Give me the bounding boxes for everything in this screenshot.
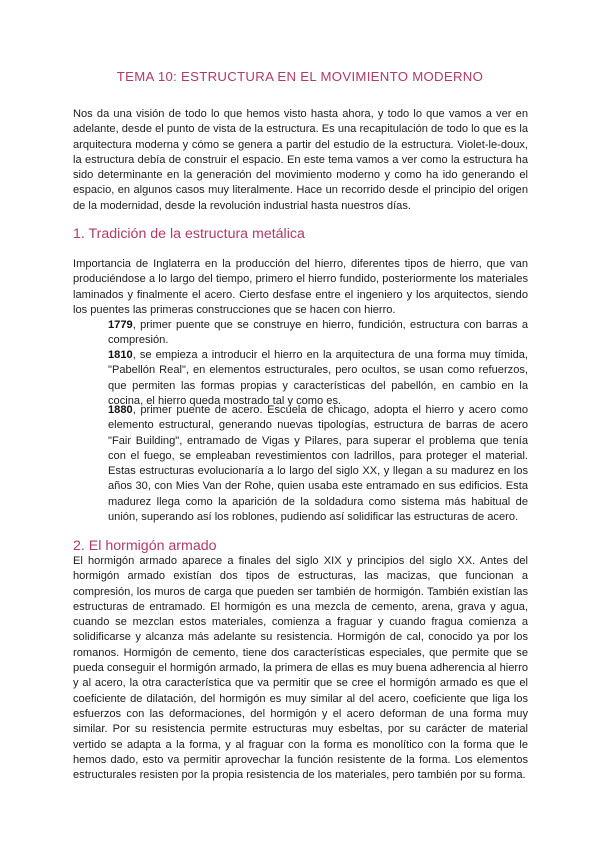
list-item-text: , primer puente de acero. Escuela de chicago, adopta el hierro y acero como elemento estructural, generando nuevas tipologías, estructura de barras de acero "Fair Building", entramado de Vigas y Pilares, para superar el problema que tenía con el fuego, se empleaban revestimientos con ladrillos, para proteger el material. Estas estructuras evolucionaría a lo largo del siglo XX, y llegan a su madurez en los años 30, con Mies Van der Rohe, quien usaba este entramado en sus edificios. Esta madurez llega como la aparición de la soldadura como sistema más habitual de unión, superando así los roblones, pudiendo así solidificar las estructuras de acero. bbox=[108, 404, 528, 524]
intro-paragraph: Nos da una visión de todo lo que hemos visto hasta ahora, y todo lo que vamos a ver en adelante, desde el punto de vista de la estructura. Es una recapitulación de todo lo que es la arquitectura moderna y cómo se genera a partir del estudio de la estructura. Violet-le-doux, la estructura debía de construir el espacio. En este tema vamos a ver como la estructura ha sido determinante en la generación del movimiento moderno y como ha ido generando el espacio, en algunos casos muy literalmente. Hace un recorrido desde el principio del origen de la modernidad, desde la revolución industrial hasta nuestros días. bbox=[73, 108, 528, 212]
section-2-heading: 2. El hormigón armado bbox=[73, 538, 217, 554]
section-1-heading: 1. Tradición de la estructura metálica bbox=[73, 226, 305, 242]
list-item-year: 1779 bbox=[108, 319, 133, 331]
section-2-paragraph: El hormigón armado aparece a finales del siglo XIX y principios del siglo XX. Antes del hormigón armado existían dos tipos de estructuras, las macizas, que funcionan a compresión, los muros de carga que pueden ser también de hormigón. También existían las estructuras de entramado. El hormigón es una mezcla de cemento, arena, grava y agua, cuando se mezclan estos materiales, comienza a fraguar y cuando fragua comienza a solidificarse y alcanza más adelante su resistencia. Hormigón de cal, conocido ya por los romanos. Hormigón de cemento, tiene dos características especiales, que permite que se pueda conseguir el hormigón armado, la primera de ellas es muy buena adherencia al hierro y al acero, la otra característica que va permitir que se cree el hormigón armado es que el coeficiente de dilatación, del hormigón es muy similar al del acero, coeficiente que liga los esfuerzos con las deformaciones, del hormigón y el acero deforman de una forma muy similar. Por su resistencia permite estructuras muy esbeltas, por su carácter de material vertido se adapta a la forma, y al fraguar con la forma es monolítico con la forma que le hemos dado, esto va permitir aprovechar la función resistente de la forma. Los elementos estructurales resisten por la propia resistencia de los materiales, pero también por su forma. bbox=[73, 555, 528, 782]
page-title: TEMA 10: ESTRUCTURA EN EL MOVIMIENTO MODERNO bbox=[116, 69, 484, 84]
list-item-year: 1810 bbox=[108, 349, 133, 361]
list-item-year: 1880 bbox=[108, 404, 133, 416]
section-1-paragraph: Importancia de Inglaterra en la producción del hierro, diferentes tipos de hierro, que van produciéndose a lo largo del tiempo, primero el hierro fundido, posteriormente los materiales laminados y finalmente el acero. Cierto desfase entre el ingeniero y los arquitectos, siendo los puentes las primeras construcciones que se hacen con hierro. bbox=[73, 258, 528, 316]
list-item-1779 bbox=[108, 318, 528, 349]
list-item-text: , se empieza a introducir el hierro en la arquitectura de una forma muy tímida, "Pabellón Real", en elementos estructurales, pero ocultos, se usan como refuerzos, que permiten las formas propias y características del pabellón, en cambio en la cocina, el hierro queda mostrado tal y como es. bbox=[108, 349, 528, 407]
list-item-1810 bbox=[108, 348, 528, 409]
list-item-1880 bbox=[108, 403, 528, 525]
list-item-text: , primer puente que se construye en hierro, fundición, estructura con barras a compresión. bbox=[108, 319, 528, 347]
